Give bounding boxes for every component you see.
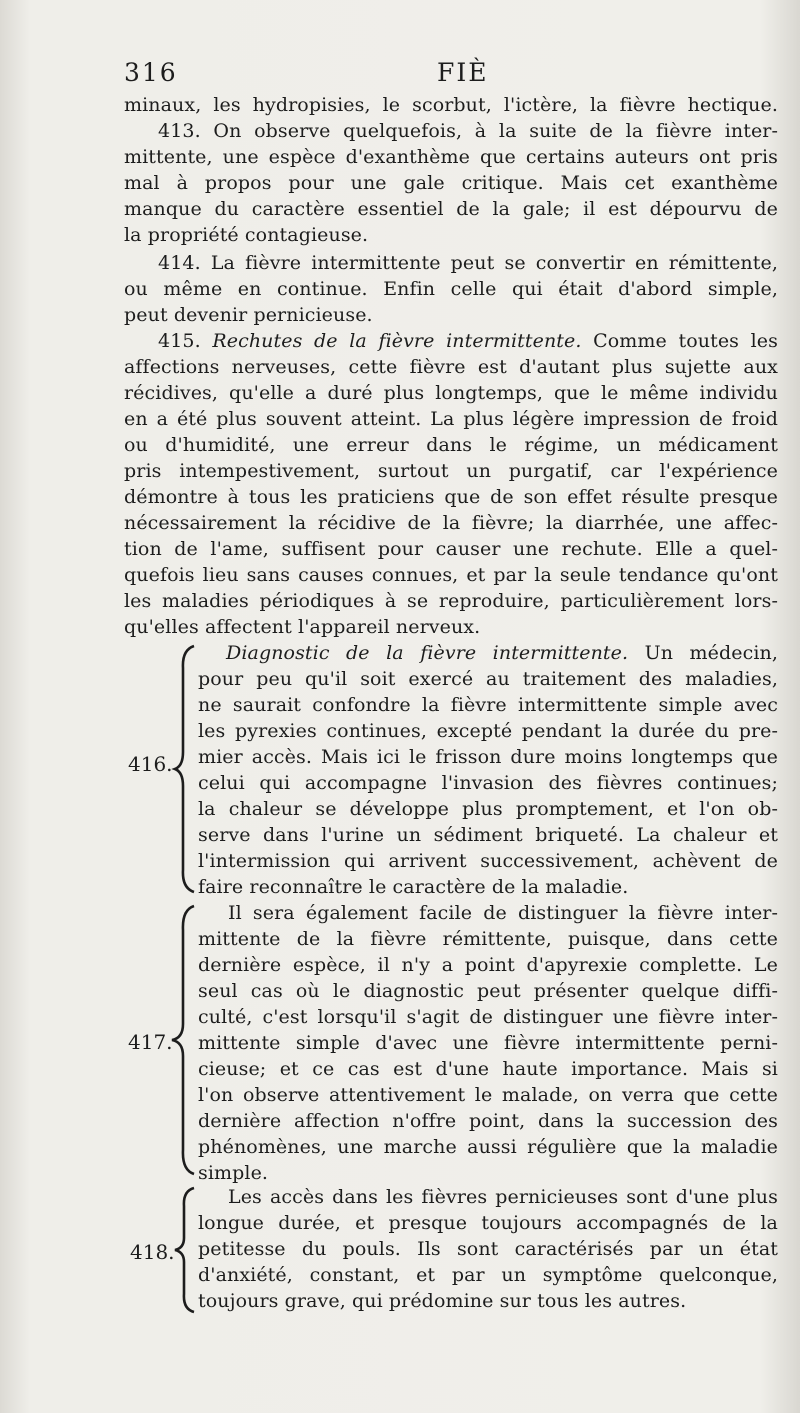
paragraph-415-title: Rechutes de la fièvre intermittente. — [212, 330, 582, 352]
paragraph-418-line: d'anxiété, constant, et par un symptôme quelconque, — [198, 1264, 778, 1286]
paragraph-416-brace — [174, 644, 198, 894]
paragraph-413-line: la propriété contagieuse. — [124, 224, 369, 246]
paragraph-416-line: les pyrexies continues, excepté pendant la durée du pre- — [198, 720, 778, 742]
paragraph-417-line: simple. — [198, 1162, 269, 1184]
paragraph-415-line: qu'elles affectent l'appareil nerveux. — [124, 616, 481, 638]
paragraph-414-line: ou même en continue. Enfin celle qui était d'abord simple, — [124, 278, 778, 300]
paragraph-417-line: l'on observe attentivement le malade, on verra que cette — [198, 1084, 778, 1106]
paragraph-416-line: ne saurait confondre la fièvre intermittente simple avec — [198, 694, 778, 716]
paragraph-416-line: serve dans l'urine un sédiment briqueté. La chaleur et — [198, 824, 778, 846]
paragraph-417-line: mittente simple d'avec une fièvre intermittente perni- — [198, 1032, 778, 1054]
paragraph-415-line: en a été plus souvent atteint. La plus légère impression de froid — [124, 408, 778, 430]
paragraph-413-line: 413. On observe quelquefois, à la suite de la fièvre inter- — [158, 120, 778, 142]
running-title: FIÈ — [437, 58, 489, 87]
text-line: minaux, les hydropisies, le scorbut, l'ictère, la fièvre hectique. — [124, 94, 778, 116]
paragraph-413-line: mittente, une espèce d'exanthème que certains auteurs ont pris — [124, 146, 778, 168]
paragraph-417-brace — [170, 904, 198, 1176]
paragraph-416-line: pour peu qu'il soit exercé au traitement des maladies, — [198, 668, 778, 690]
paragraph-418-number: 418. — [130, 1240, 175, 1264]
paragraph-415-line: affections nerveuses, cette fièvre est d'autant plus sujette aux — [124, 356, 778, 378]
paragraph-418-brace — [174, 1186, 198, 1314]
paragraph-417-line: Il sera également facile de distinguer la fièvre inter- — [228, 902, 778, 924]
paragraph-415-line: les maladies périodiques à se reproduire, particulièrement lors- — [124, 590, 778, 612]
paragraph-418-line: Les accès dans les fièvres pernicieuses sont d'une plus — [228, 1186, 778, 1208]
paragraph-416-number: 416. — [128, 752, 173, 776]
paragraph-416-line: celui qui accompagne l'invasion des fièvres continues; — [198, 772, 778, 794]
paragraph-415-line: pris intempestivement, surtout un purgatif, car l'expérience — [124, 460, 778, 482]
paragraph-417-number: 417. — [128, 1030, 173, 1054]
paragraph-415-line: ou d'humidité, une erreur dans le régime, un médicament — [124, 434, 778, 456]
paragraph-416-line: l'intermission qui arrivent successivement, achèvent de — [198, 850, 778, 872]
page-number: 316 — [124, 58, 178, 87]
paragraph-414-line: 414. La fièvre intermittente peut se convertir en rémittente, — [158, 252, 778, 274]
paragraph-418-line: petitesse du pouls. Ils sont caractérisés par un état — [198, 1238, 778, 1260]
paragraph-416-first-line — [198, 640, 778, 666]
paragraph-417-line: dernière affection n'offre point, dans la succession des — [198, 1110, 778, 1132]
paragraph-413-line: mal à propos pour une gale critique. Mais cet exanthème — [124, 172, 778, 194]
paragraph-415-line: quefois lieu sans causes connues, et par la seule tendance qu'ont — [124, 564, 778, 586]
paragraph-414-line: peut devenir pernicieuse. — [124, 304, 373, 326]
paragraph-415-first-line — [158, 328, 778, 354]
paragraph-417-line: cieuse; et ce cas est d'une haute importance. Mais si — [198, 1058, 778, 1080]
paragraph-415-line: démontre à tous les praticiens que de son effet résulte presque — [124, 486, 778, 508]
paragraph-417-line: dernière espèce, il n'y a point d'apyrexie complette. Le — [198, 954, 778, 976]
paragraph-413-line: manque du caractère essentiel de la gale; il est dépourvu de — [124, 198, 778, 220]
paragraph-415-line: récidives, qu'elle a duré plus longtemps, que le même individu — [124, 382, 778, 404]
paragraph-417-line: mittente de la fièvre rémittente, puisque, dans cette — [198, 928, 778, 950]
paragraph-416-line: faire reconnaître le caractère de la maladie. — [198, 876, 629, 898]
paragraph-415-first-rest: Comme toutes les — [593, 330, 778, 352]
paragraph-417-line: seul cas où le diagnostic peut présenter quelque diffi- — [198, 980, 778, 1002]
paragraph-418-line: toujours grave, qui prédomine sur tous les autres. — [198, 1290, 687, 1312]
paragraph-416-line: mier accès. Mais ici le frisson dure moins longtemps que — [198, 746, 778, 768]
paragraph-417-line: culté, c'est lorsqu'il s'agit de distinguer une fièvre inter- — [198, 1006, 778, 1028]
paragraph-418-line: longue durée, et presque toujours accompagnés de la — [198, 1212, 778, 1234]
paragraph-415-line: nécessairement la récidive de la fièvre; la diarrhée, une affec- — [124, 512, 778, 534]
paragraph-415-line: tion de l'ame, suffisent pour causer une rechute. Elle a quel- — [124, 538, 778, 560]
paragraph-415-number: 415. — [158, 330, 201, 352]
paragraph-416-title: Diagnostic de la fièvre intermittente. — [226, 642, 629, 664]
paragraph-416-line: la chaleur se développe plus promptement, et l'on ob- — [198, 798, 778, 820]
paragraph-416-first-rest: Un médecin, — [644, 642, 778, 664]
paragraph-417-line: phénomènes, une marche aussi régulière que la maladie — [198, 1136, 778, 1158]
